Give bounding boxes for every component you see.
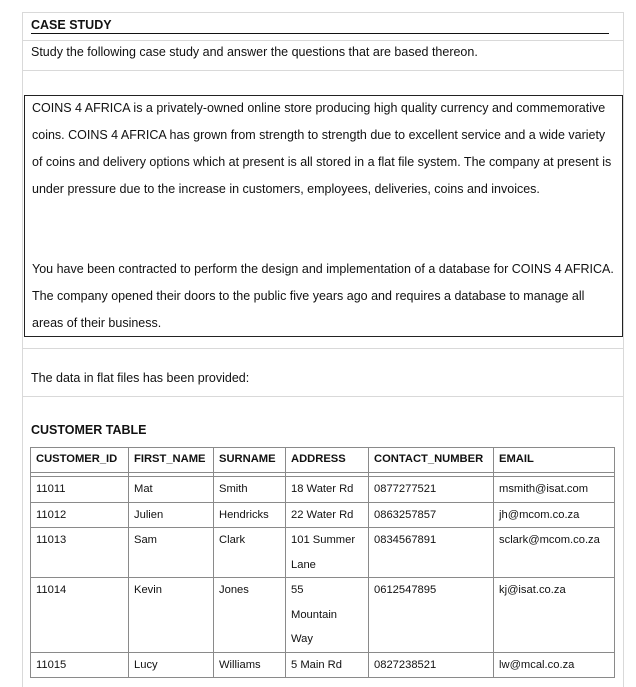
cell-surname: Hendricks <box>214 502 286 528</box>
cell-contact-number: 0834567891 <box>369 528 494 578</box>
frame-divider-4 <box>22 396 624 397</box>
case-paragraph-2: You have been contracted to perform the design and implementation of a database for COINS 4 AFRICA. The company opened their doors to the public five years ago and requires a database to manage all areas of their business. <box>32 262 614 330</box>
cell-customer-id: 11015 <box>31 652 129 678</box>
frame-divider-1 <box>22 40 624 41</box>
cell-address: 22 Water Rd <box>286 502 369 528</box>
frame-divider-3 <box>22 348 624 349</box>
intro-text: Study the following case study and answer the questions that are based thereon. <box>31 45 478 59</box>
header-first-name: FIRST_NAME <box>129 448 214 473</box>
frame-top-line <box>22 12 624 13</box>
header-email: EMAIL <box>494 448 615 473</box>
header-contact-number: CONTACT_NUMBER <box>369 448 494 473</box>
cell-first-name: Mat <box>129 477 214 503</box>
frame-left-line <box>22 12 23 687</box>
case-description-box <box>24 95 623 337</box>
cell-address: 5 Main Rd <box>286 652 369 678</box>
cell-address: 101 Summer Lane <box>286 528 369 578</box>
cell-first-name: Lucy <box>129 652 214 678</box>
frame-right-line <box>623 12 624 687</box>
cell-email: lw@mcal.co.za <box>494 652 615 678</box>
table-row <box>31 477 615 503</box>
cell-contact-number: 0863257857 <box>369 502 494 528</box>
customer-table <box>30 447 615 678</box>
cell-surname: Williams <box>214 652 286 678</box>
cell-email: jh@mcom.co.za <box>494 502 615 528</box>
cell-email: msmith@isat.com <box>494 477 615 503</box>
table-row <box>31 578 615 653</box>
cell-customer-id: 11012 <box>31 502 129 528</box>
cell-contact-number: 0612547895 <box>369 578 494 653</box>
cell-address: 55 Mountain Way <box>286 578 369 653</box>
header-customer-id: CUSTOMER_ID <box>31 448 129 473</box>
cell-first-name: Sam <box>129 528 214 578</box>
cell-first-name: Kevin <box>129 578 214 653</box>
cell-customer-id: 11011 <box>31 477 129 503</box>
cell-customer-id: 11013 <box>31 528 129 578</box>
cell-customer-id: 11014 <box>31 578 129 653</box>
table-header-row <box>31 448 615 473</box>
cell-contact-number: 0877277521 <box>369 477 494 503</box>
cell-email: sclark@mcom.co.za <box>494 528 615 578</box>
table-row <box>31 502 615 528</box>
frame-divider-2 <box>22 70 624 71</box>
cell-surname: Jones <box>214 578 286 653</box>
header-surname: SURNAME <box>214 448 286 473</box>
cell-surname: Clark <box>214 528 286 578</box>
cell-contact-number: 0827238521 <box>369 652 494 678</box>
cell-address: 18 Water Rd <box>286 477 369 503</box>
cell-email: kj@isat.co.za <box>494 578 615 653</box>
cell-first-name: Julien <box>129 502 214 528</box>
case-study-heading: CASE STUDY <box>31 18 609 34</box>
table-row <box>31 652 615 678</box>
case-paragraph-1: COINS 4 AFRICA is a privately-owned online store producing high quality currency and commemorative coins. COINS 4 AFRICA has grown from strength to strength due to excellent service and a wide variety of coins and delivery options which at present is all stored in a flat file system. The company at present is under pressure due to the increase in customers, employees, deliveries, coins and invoices. <box>32 101 612 196</box>
flat-files-text: The data in flat files has been provided: <box>31 371 250 385</box>
header-address: ADDRESS <box>286 448 369 473</box>
cell-surname: Smith <box>214 477 286 503</box>
customer-table-title: CUSTOMER TABLE <box>31 423 147 437</box>
table-row <box>31 528 615 578</box>
